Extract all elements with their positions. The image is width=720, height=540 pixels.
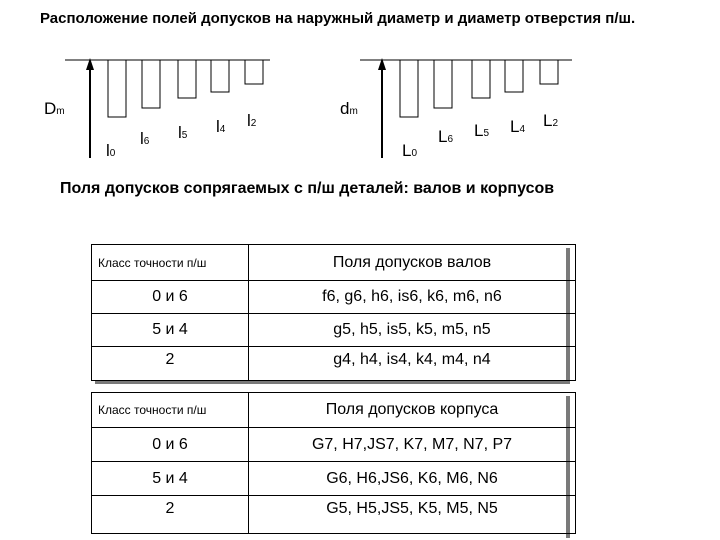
- table-header-row: [92, 245, 576, 281]
- tolerance-bar-l5: [178, 60, 196, 98]
- header-shaft-tolerances: Поля допусков валов: [249, 245, 576, 281]
- class-label-L0: L0: [402, 141, 418, 160]
- class-label-l6: l6: [140, 129, 150, 148]
- housing-axis-label: dm: [340, 99, 358, 118]
- table-row: [92, 314, 576, 347]
- shafts-table: [91, 244, 576, 381]
- class-label-l5: l5: [178, 123, 188, 142]
- class-label-l2: l2: [247, 111, 257, 130]
- class-label-L4: L4: [510, 117, 526, 136]
- tolerance-fields-cell: f6, g6, h6, is6, k6, m6, n6: [249, 281, 576, 314]
- table-header-row: [92, 393, 576, 428]
- tolerance-bar-l6: [142, 60, 160, 108]
- shaft-axis-label: Dm: [44, 99, 65, 118]
- class-label-l4: l4: [216, 117, 226, 136]
- header-accuracy-class: Класс точности п/ш: [92, 245, 249, 281]
- tolerance-bar-L6: [434, 60, 452, 108]
- tolerance-bar-L5: [472, 60, 490, 98]
- class-label-L2: L2: [543, 111, 559, 130]
- tolerance-bar-L2: [540, 60, 558, 84]
- header-accuracy-class: Класс точности п/ш: [92, 393, 249, 428]
- section-subtitle: Поля допусков сопрягаемых с п/ш деталей: валов и корпусов: [60, 180, 555, 197]
- accuracy-class-cell: 0 и 6: [92, 428, 249, 462]
- accuracy-class-cell: 0 и 6: [92, 281, 249, 314]
- tolerance-fields-cell: G6, H6,JS6, K6, M6, N6: [249, 462, 576, 496]
- tolerance-fields-cell: g5, h5, is5, k5, m5, n5: [249, 314, 576, 347]
- table-row: [92, 347, 576, 381]
- tolerance-bar-l0: [108, 60, 126, 117]
- tolerance-fields-cell: G5, H5,JS5, K5, M5, N5: [249, 496, 576, 534]
- tolerance-bar-l4: [211, 60, 229, 92]
- accuracy-class-cell: 2: [92, 347, 249, 381]
- table-row: [92, 428, 576, 462]
- tolerance-diagram: [0, 40, 720, 170]
- tolerance-fields-cell: G7, H7,JS7, K7, M7, N7, P7: [249, 428, 576, 462]
- page-title: Расположение полей допусков на наружный диаметр и диаметр отверстия п/ш.: [40, 10, 636, 27]
- table-row: [92, 462, 576, 496]
- header-housing-tolerances: Поля допусков корпуса: [249, 393, 576, 428]
- accuracy-class-cell: 2: [92, 496, 249, 534]
- table-row: [92, 496, 576, 534]
- housings-table: [91, 392, 576, 534]
- accuracy-class-cell: 5 и 4: [92, 462, 249, 496]
- tolerance-bar-L0: [400, 60, 418, 117]
- class-label-L6: L6: [438, 127, 454, 146]
- class-label-L5: L5: [474, 121, 490, 140]
- table-row: [92, 281, 576, 314]
- tolerance-bar-l2: [245, 60, 263, 84]
- accuracy-class-cell: 5 и 4: [92, 314, 249, 347]
- tolerance-bar-L4: [505, 60, 523, 92]
- class-label-l0: l0: [106, 141, 116, 160]
- tolerance-fields-cell: g4, h4, is4, k4, m4, n4: [249, 347, 576, 381]
